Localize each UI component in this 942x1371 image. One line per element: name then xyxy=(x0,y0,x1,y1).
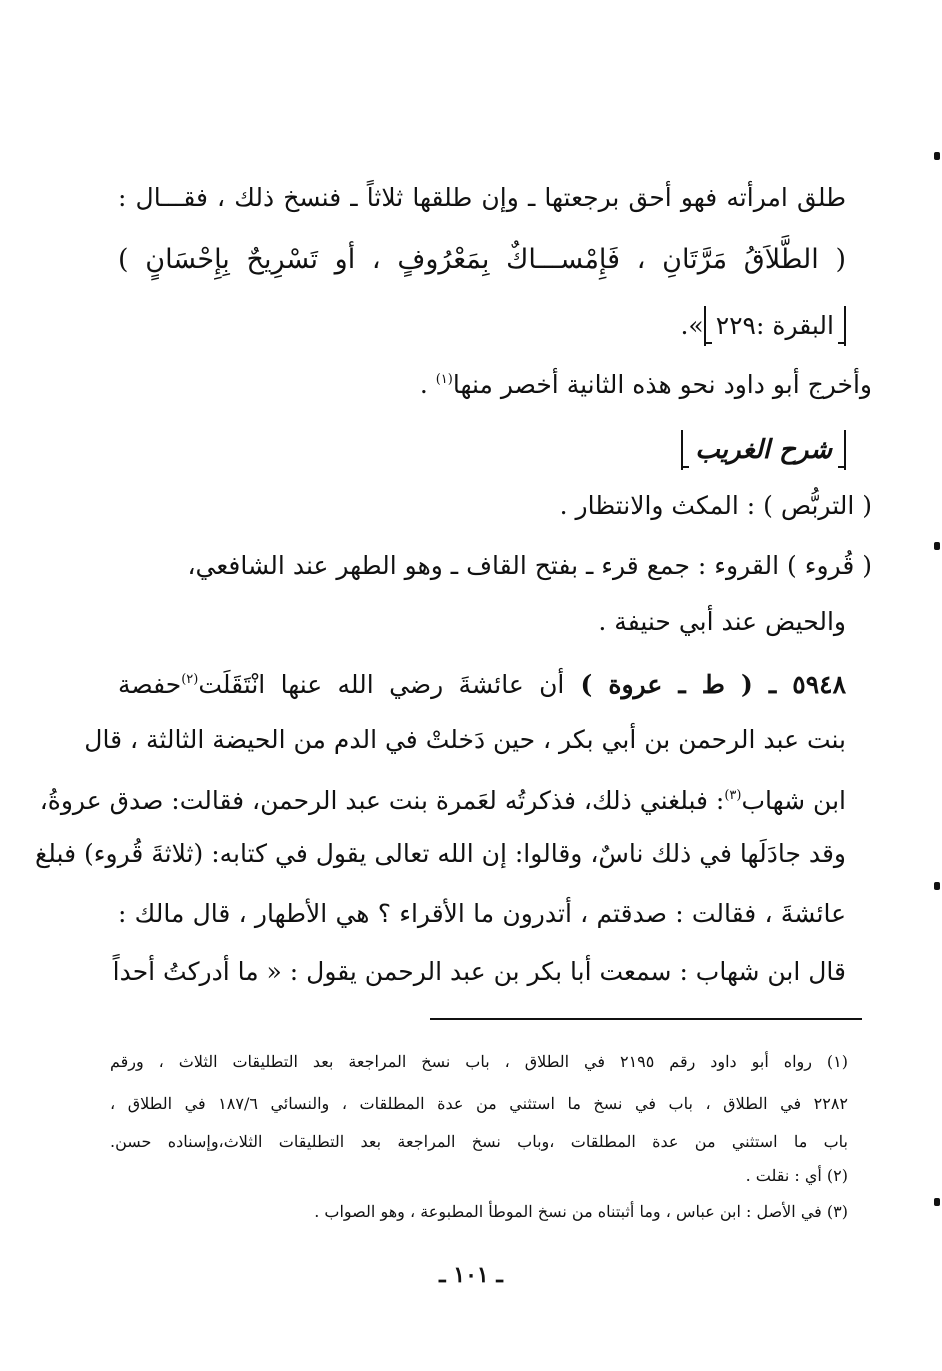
verse-reference: البقرة :٢٢٩ xyxy=(704,306,846,346)
footnote-divider xyxy=(430,1018,862,1020)
margin-mark xyxy=(934,542,940,550)
hadith-line-2: بنت عبد الرحمن بن أبي بكر ، حين دَخلتْ في الدم من الحيضة الثالثة ، قال xyxy=(84,725,846,754)
footnote-2: (٢) أي : نقلت . xyxy=(745,1166,848,1185)
abu-dawud-note: وأخرج أبو داود نحو هذه الثانية أخصر منها xyxy=(452,370,872,399)
footnote-1-line-1: (١) رواه أبو داود رقم ٢١٩٥ في الطلاق ، باب نسخ المراجعة بعد التطليقات الثلاث ، ورقم xyxy=(110,1052,849,1071)
hadith-line-6: قال ابن شهاب : سمعت أبا بكر بن عبد الرحمن يقول : « ما أدركتُ أحداً xyxy=(112,957,846,986)
verse-reference-line xyxy=(118,306,846,346)
hadith-text: حفصة xyxy=(118,670,182,699)
margin-mark xyxy=(934,882,940,890)
footnote-ref-3: (٣) xyxy=(724,788,742,803)
margin-mark xyxy=(934,1198,940,1206)
definition-1: ( التربُّص ) : المكث والانتظار . xyxy=(559,491,872,520)
margin-mark xyxy=(934,152,940,160)
hadith-source: ـ ( ط ـ عروة ) xyxy=(564,670,793,699)
hadith-line-1 xyxy=(118,660,846,705)
hadith-text: ابن شهاب xyxy=(741,786,846,815)
definition-2: ( قُروء ) القروء : جمع قرء ـ بفتح القاف ـ وهو الطهر عند الشافعي، xyxy=(187,551,872,580)
quote-close: ». xyxy=(680,311,704,340)
section-heading-line xyxy=(118,430,846,470)
text-line-4 xyxy=(420,360,872,405)
hadith-text: أن عائشةَ رضي الله عنها انْتَقَلَت xyxy=(198,670,565,699)
page-number: ـ ١٠١ ـ xyxy=(439,1262,503,1288)
section-heading: شرح الغريب xyxy=(681,430,846,470)
footnote-3: (٣) في الأصل : ابن عباس ، وما أثبتناه من نسخ الموطأ المطبوعة ، وهو الصواب . xyxy=(314,1202,848,1221)
hadith-line-3 xyxy=(39,776,846,821)
quran-verse-line: ( الطَّلاَقُ مَرَّتَانِ ، فَإِمْســـاكٌ بِمَعْرُوفٍ ، أو تَسْرِيحٌ بِإِحْسَانٍ ) xyxy=(118,244,846,275)
footnote-1-line-3: باب ما استثني من عدة المطلقات ،وباب نسخ المراجعة بعد التطليقات الثلاث،وإسناده حسن. xyxy=(110,1132,848,1151)
footnote-ref-2: (٢) xyxy=(181,672,199,687)
hadith-number: ٥٩٤٨ xyxy=(792,670,846,699)
hadith-line-4: وقد جادَلَها في ذلك ناسٌ، وقالوا: إن الله تعالى يقول في كتابه: (ثلاثةَ قُروء) فبلغ xyxy=(34,839,846,868)
definition-3: والحيض عند أبي حنيفة . xyxy=(598,607,846,636)
line-end: . xyxy=(419,370,436,399)
hadith-text: : فبلغني ذلك، فذكرتُه لعَمرة بنت عبد الرحمن، فقالت: صدق عروةُ، xyxy=(39,786,725,815)
text-line-1: طلق امرأته فهو أحق برجعتها ـ وإن طلقها ثلاثاً ـ فنسخ ذلك ، فقـــال : xyxy=(118,183,846,212)
footnote-1-line-2: ٢٢٨٢ في الطلاق ، باب في نسخ ما استثني من عدة المطلقات ، والنسائي ١٨٧/٦ في الطلاق ، xyxy=(110,1094,849,1113)
footnote-ref-1: (١) xyxy=(435,372,453,387)
hadith-line-5: عائشةَ ، فقالت : صدقتم ، أتدرون ما الأقراء ؟ هي الأطهار ، قال مالك : xyxy=(118,899,846,928)
